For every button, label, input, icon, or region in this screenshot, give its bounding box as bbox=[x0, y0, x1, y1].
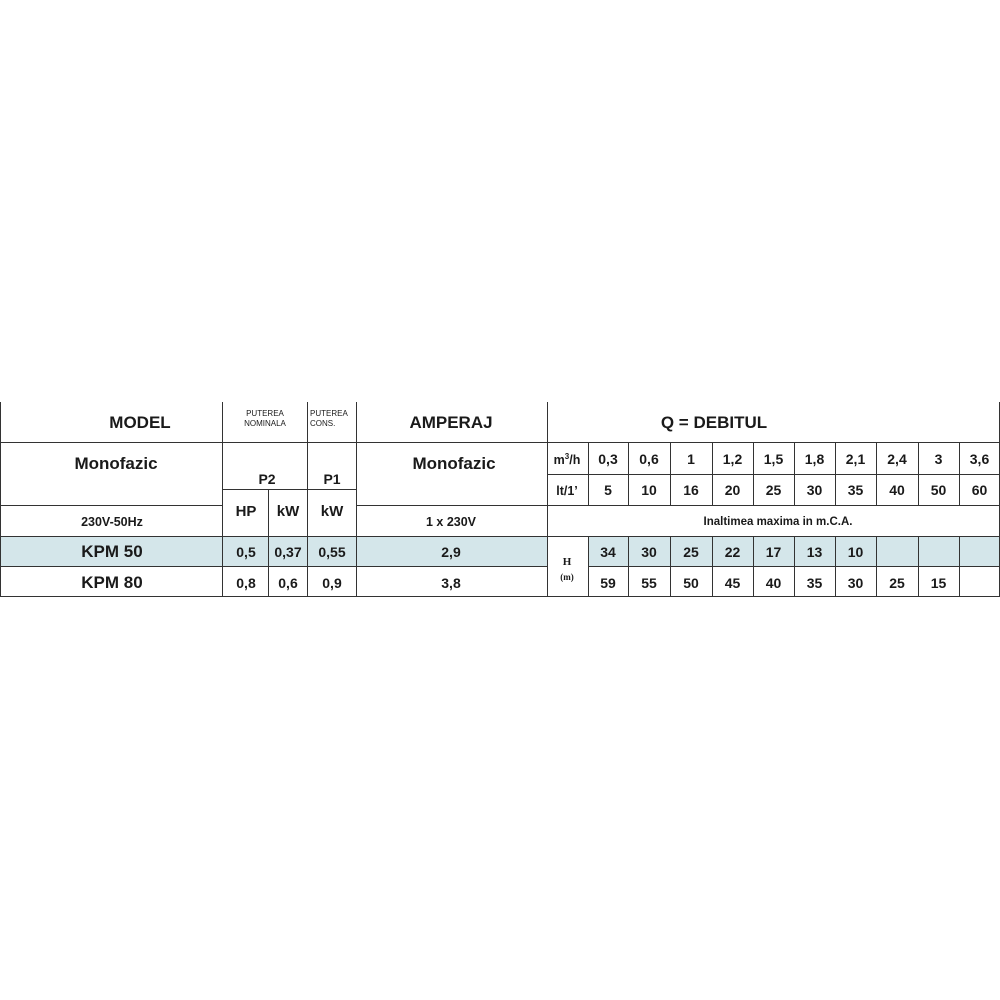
flow-lt-value: 40 bbox=[889, 482, 905, 498]
h-label: H bbox=[562, 556, 572, 568]
amperaj-supply: 1 x 230V bbox=[425, 515, 477, 529]
flow-lt-value: 16 bbox=[683, 482, 699, 498]
hp-label: HP bbox=[235, 503, 257, 520]
flow-m3h-value: 0,3 bbox=[598, 451, 618, 467]
p2-label: P2 bbox=[258, 471, 276, 487]
row-hp: 0,5 bbox=[236, 544, 256, 560]
flow-lt-value: 20 bbox=[724, 482, 741, 498]
kw-label: kW bbox=[276, 503, 300, 520]
h-unit-label: (m) bbox=[560, 572, 574, 582]
row-height-value: 30 bbox=[847, 575, 864, 591]
spec-table-svg bbox=[0, 402, 1000, 597]
flow-m3h-value: 0,6 bbox=[639, 451, 659, 467]
row-height-value: 55 bbox=[641, 575, 657, 591]
debit-header: Q = DEBITUL bbox=[660, 413, 768, 432]
p1-caption-line2: CONS. bbox=[310, 419, 336, 428]
row-amp: 2,9 bbox=[441, 544, 461, 560]
flow-m3h-value: 1,2 bbox=[722, 451, 743, 467]
p2-caption-line1: PUTEREA bbox=[246, 409, 284, 418]
flow-m3h-value: 3,6 bbox=[969, 451, 990, 467]
row-height-value: 45 bbox=[724, 575, 741, 591]
flow-lt-value: 10 bbox=[641, 482, 657, 498]
row-height-value: 40 bbox=[765, 575, 782, 591]
row-height-value: 25 bbox=[889, 575, 905, 591]
flow-lt-value: 50 bbox=[930, 482, 947, 498]
p2-caption-line2: NOMINALA bbox=[244, 419, 286, 428]
row-p1: 0,55 bbox=[318, 544, 346, 560]
flow-m3h-value: 1,5 bbox=[763, 451, 784, 467]
flow-lt-value: 5 bbox=[604, 482, 612, 498]
flow-m3h-value: 3 bbox=[934, 451, 943, 467]
row-height-value: 30 bbox=[641, 544, 657, 560]
row-height-value: 10 bbox=[847, 544, 864, 560]
voltage-label: 230V-50Hz bbox=[81, 515, 143, 529]
row-height-value: 17 bbox=[765, 544, 782, 560]
pump-specs-table bbox=[0, 402, 1000, 597]
flow-m3h-value: 1 bbox=[687, 451, 695, 467]
row-height-value: 50 bbox=[683, 575, 699, 591]
m3h-label: $m^3/h$ bbox=[553, 452, 581, 467]
height-caption: Inaltimea maxima in m.C.A. bbox=[703, 516, 853, 528]
model-header: MODEL bbox=[109, 413, 171, 432]
amperaj-header: AMPERAJ bbox=[409, 413, 493, 432]
flow-m3h-value: 2,1 bbox=[845, 451, 866, 467]
row-kw: 0,6 bbox=[278, 575, 298, 591]
row-amp: 3,8 bbox=[441, 575, 461, 591]
p1-caption-line1: PUTEREA bbox=[310, 409, 348, 418]
flow-m3h-value: 2,4 bbox=[887, 451, 907, 467]
row-height-value: 25 bbox=[683, 544, 699, 560]
p1-label: P1 bbox=[323, 471, 341, 487]
flow-lt-value: 30 bbox=[806, 482, 823, 498]
row-hp: 0,8 bbox=[236, 575, 256, 591]
flow-lt-value: 60 bbox=[971, 482, 988, 498]
row-height-value: 34 bbox=[600, 544, 616, 560]
lt-label: lt/1’ bbox=[556, 484, 578, 498]
flow-lt-value: 25 bbox=[765, 482, 782, 498]
row-height-value: 15 bbox=[930, 575, 947, 591]
row-height-value: 22 bbox=[724, 544, 741, 560]
row-height-value: 35 bbox=[806, 575, 823, 591]
row-model: KPM 50 bbox=[81, 542, 143, 561]
row-model: KPM 80 bbox=[81, 573, 143, 592]
flow-lt-value: 35 bbox=[847, 482, 864, 498]
kw-p1-label: kW bbox=[320, 503, 344, 520]
amperaj-type: Monofazic bbox=[412, 454, 496, 473]
row-height-value: 13 bbox=[806, 544, 823, 560]
model-type: Monofazic bbox=[74, 454, 158, 473]
row-kw: 0,37 bbox=[274, 544, 302, 560]
flow-m3h-value: 1,8 bbox=[804, 451, 825, 467]
row-height-value: 59 bbox=[600, 575, 616, 591]
row-p1: 0,9 bbox=[322, 575, 342, 591]
